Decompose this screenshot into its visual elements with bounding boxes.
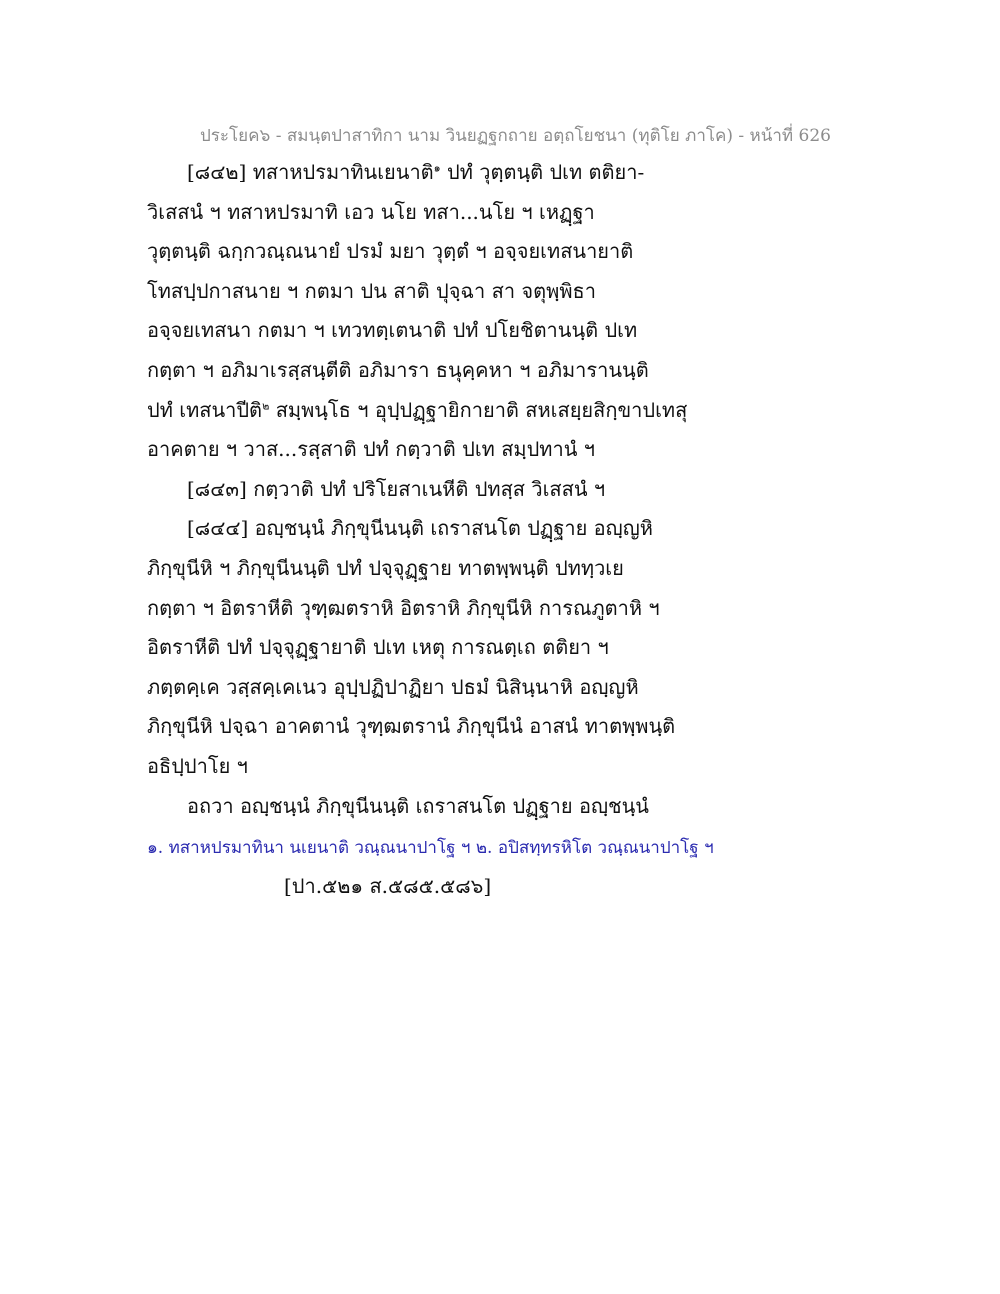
text-line-3: วุตฺตนฺติ ฉกฺกวณฺณนายํ ปรมํ มยา วุตฺตํ ฯ อจฺจยเทสนายาติ xyxy=(147,239,634,264)
text-line-16: อธิปฺปาโย ฯ xyxy=(147,753,248,778)
footnote: ๑. ทสาหปรมาทินา นเยนาติ วณฺณนาปาโฐ ฯ ๒. อปิสทฺทรหิโต วณฺณนาปาโฐ ฯ xyxy=(147,838,714,858)
text-line-14: ภตฺตคฺเค วสฺสคฺเคเนว อุปฺปฏิปาฏิยา ปธมํ นิสินฺนาหิ อญฺญหิ xyxy=(147,674,639,699)
text-line-6: กตฺตา ฯ อภิมาเรสฺสนฺตีติ อภิมารา ธนุคฺคหา ฯ อภิมารานนฺติ xyxy=(147,357,649,382)
text-line-9: [๘๔๓] กตฺวาติ ปทํ ปริโยสาเนหีติ ปทสฺส วิเสสนํ ฯ xyxy=(187,476,606,501)
text-line-8: อาคตาย ฯ วาส...รสฺสาติ ปทํ กตฺวาติ ปเท สมฺปทานํ ฯ xyxy=(147,437,595,462)
line-1-head: [๘๔๒] ทสาหปรมาทินเยนาติ xyxy=(187,160,434,184)
text-line-11: ภิกฺขุนีหิ ฯ ภิกฺขุนีนนฺติ ปทํ ปจฺจุฏฺฐาย ทาตพฺพนฺติ ปททฺวเย xyxy=(147,555,624,580)
text-line-4: โทสปฺปกาสนาย ฯ กตมา ปน สาติ ปุจฺฉา สา จตุพฺพิธา xyxy=(147,278,596,303)
text-line-1 xyxy=(147,153,667,193)
text-line-5: อจฺจยเทสนา กตมา ฯ เทวทตฺเตนาติ ปทํ ปโยชิตานนฺติ ปเท xyxy=(147,318,638,343)
text-line-2: วิเสสนํ ฯ ทสาหปรมาทิ เอว นโย ทสา...นโย ฯ เหฏฺฐา xyxy=(147,199,595,224)
text-line-7 xyxy=(147,391,688,431)
footnote-marker-2: ๒ xyxy=(262,398,270,412)
line-7-head: ปทํ เทสนาปีติ xyxy=(147,397,263,422)
text-line-17: อถวา อญฺชนฺนํ ภิกฺขุนีนนฺติ เถราสนโต ปฏฺฐาย อญฺชนฺนํ xyxy=(187,793,649,818)
page-header: ประโยค๖ - สมนฺตปาสาทิกา นาม วินยฏฐกถาย อตฺถโยชนา (ทุติโย ภาโค) - หน้าที่ 626 xyxy=(200,126,831,146)
text-line-15: ภิกฺขุนีหิ ปจฺฉา อาคตานํ วุฑฺฒตรานํ ภิกฺขุนีนํ อาสนํ ทาตพฺพนฺติ xyxy=(147,714,676,739)
body-text xyxy=(147,153,688,826)
line-1-tail: ปทํ วุตฺตนฺติ ปเท ตติยา- xyxy=(447,160,645,184)
text-line-13: อิตราหีติ ปทํ ปจฺจุฏฺฐายาติ ปเท เหตุ การณตฺเถ ตติยา ฯ xyxy=(147,635,609,660)
page-reference: [ปา.๕๒๑ ส.๕๘๕.๕๘๖] xyxy=(284,874,492,898)
text-line-10: [๘๔๔] อญฺชนฺนํ ภิกฺขุนีนนฺติ เถราสนโต ปฏฺฐาย อญฺญหิ xyxy=(187,516,653,541)
text-line-12: กตฺตา ฯ อิตราหีติ วุฑฺฒตราหิ อิตราหิ ภิกฺขุนีหิ การณภูตาหิ ฯ xyxy=(147,595,660,620)
line-7-tail: สมฺพนฺโธ ฯ อุปฺปฏฺฐายิกายาติ สหเสยฺยสิกฺขาปเทสุ xyxy=(275,397,688,422)
footnote-marker-1: ๑ xyxy=(433,161,441,175)
